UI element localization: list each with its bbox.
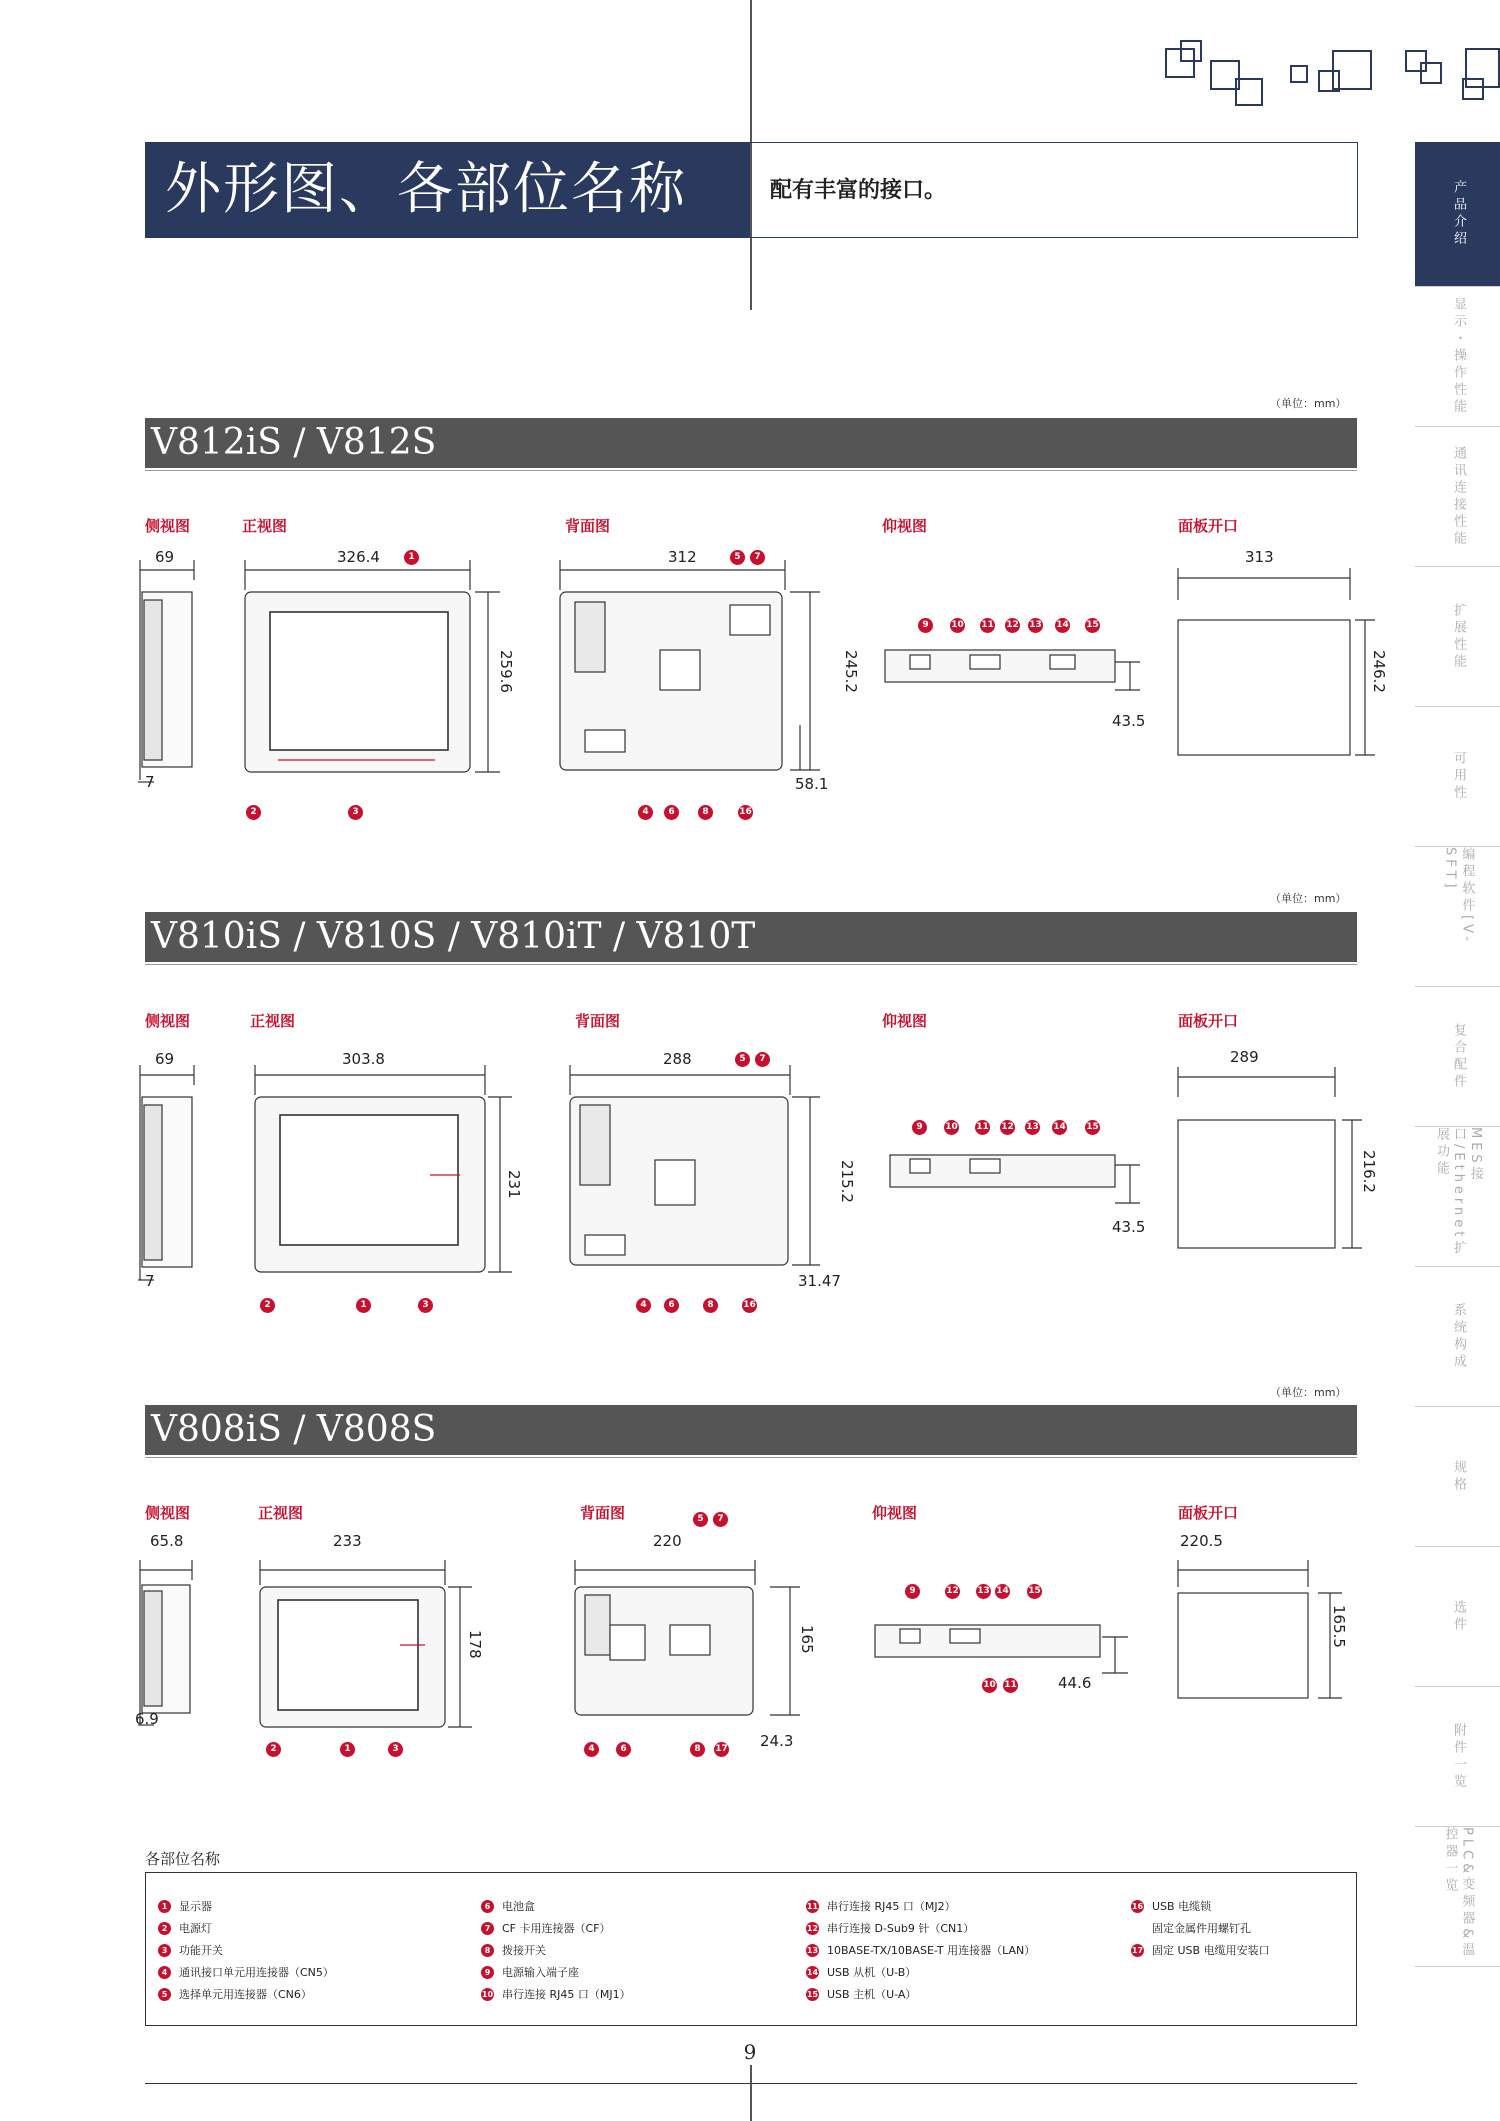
section-rule <box>145 470 1357 471</box>
part-badge: 1 <box>404 550 419 565</box>
list-item: 固定金属件用螺钉孔 <box>1152 1922 1251 1935</box>
nav-item-mes[interactable]: MES接口/Ethernet扩展功能 <box>1415 1127 1500 1267</box>
part-badge: 13 <box>976 1584 991 1599</box>
dim-side-bezel: 7 <box>145 773 155 791</box>
list-item: 11 串行连接 RJ45 口（MJ2） <box>806 1900 956 1913</box>
list-item: 5 选择单元用连接器（CN6） <box>158 1983 334 2005</box>
list-item: 12 串行连接 D-Sub9 针（CN1） <box>806 1922 975 1935</box>
view-label-front: 正视图 <box>242 517 288 535</box>
part-badge: 4 <box>584 1742 599 1757</box>
dim-front-height: 231 <box>505 1170 523 1199</box>
dim-back-width: 288 <box>663 1050 692 1068</box>
part-badge: 13 <box>1028 618 1043 633</box>
part-badge: 8 <box>703 1298 718 1313</box>
part-badge: 14 <box>1055 618 1070 633</box>
part-badge: 9 <box>912 1120 927 1135</box>
view-label-bottom: 仰视图 <box>882 517 928 535</box>
view-label-cutout: 面板开口 <box>1178 1504 1239 1522</box>
part-badge: 13 <box>1025 1120 1040 1135</box>
parts-column <box>806 1895 1035 2005</box>
part-badge: 14 <box>995 1584 1010 1599</box>
dim-cutout-height: 165.5 <box>1330 1605 1348 1648</box>
view-label-bottom: 仰视图 <box>872 1504 918 1522</box>
dim-back-width: 312 <box>668 548 697 566</box>
dim-cutout-height: 216.2 <box>1360 1150 1378 1193</box>
footer-divider-line <box>750 2065 752 2121</box>
nav-item-availability[interactable]: 可用性 <box>1415 707 1500 847</box>
parts-column <box>481 1895 631 2005</box>
part-badge: 16 <box>742 1298 757 1313</box>
nav-item-product-intro[interactable]: 产品介绍 <box>1415 142 1500 287</box>
list-item: 15 USB 主机（U-A） <box>806 1988 917 2001</box>
part-badge: 6 <box>664 805 679 820</box>
nav-item-expansion[interactable]: 扩展性能 <box>1415 567 1500 707</box>
parts-list-title: 各部位名称 <box>145 1850 221 1868</box>
part-badge: 9 <box>905 1584 920 1599</box>
part-badge: 9 <box>918 618 933 633</box>
dim-side-bezel: 6.9 <box>135 1710 159 1728</box>
part-badge: 11 <box>980 618 995 633</box>
dim-cutout-width: 289 <box>1230 1048 1259 1066</box>
section-rule <box>145 964 1357 965</box>
list-item: 6 电池盒 <box>481 1895 631 1917</box>
part-badge: 8 <box>690 1742 705 1757</box>
model-heading: V810iS / V810S / V810iT / V810T <box>145 912 1357 962</box>
page-subtitle: 配有丰富的接口。 <box>750 142 1358 238</box>
view-label-front: 正视图 <box>258 1504 304 1522</box>
part-badge: 7 <box>713 1512 728 1527</box>
page-title: 外形图、各部位名称 <box>145 142 750 238</box>
part-badge: 2 <box>266 1742 281 1757</box>
part-badge: 3 <box>348 805 363 820</box>
part-badge: 10 <box>950 618 965 633</box>
dimension-drawing <box>130 540 1380 830</box>
dim-cutout-height: 246.2 <box>1370 650 1388 693</box>
part-badge: 8 <box>698 805 713 820</box>
part-badge: 3 <box>418 1298 433 1313</box>
dim-side-depth: 69 <box>155 548 175 566</box>
part-badge: 15 <box>1027 1584 1042 1599</box>
part-badge: 4 <box>638 805 653 820</box>
nav-item-system[interactable]: 系统构成 <box>1415 1267 1500 1407</box>
list-item: 9 电源输入端子座 <box>481 1961 631 1983</box>
list-item: 10 串行连接 RJ45 口（MJ1） <box>481 1988 631 2001</box>
part-badge: 15 <box>1085 618 1100 633</box>
dim-front-width: 326.4 <box>337 548 380 566</box>
part-badge: 4 <box>636 1298 651 1313</box>
view-label-cutout: 面板开口 <box>1178 517 1239 535</box>
part-badge: 15 <box>1085 1120 1100 1135</box>
view-label-back: 背面图 <box>580 1504 626 1522</box>
nav-item-options[interactable]: 选件 <box>1415 1547 1500 1687</box>
list-item: 3 功能开关 <box>158 1939 334 1961</box>
part-badge: 11 <box>975 1120 990 1135</box>
dim-front-height: 259.6 <box>497 650 515 693</box>
view-label-bottom: 仰视图 <box>882 1012 928 1030</box>
dim-front-height: 178 <box>466 1630 484 1659</box>
dim-side-bezel: 7 <box>145 1272 155 1290</box>
view-label-back: 背面图 <box>565 517 611 535</box>
dim-cutout-width: 220.5 <box>1180 1532 1223 1550</box>
list-item: 1 显示器 <box>158 1895 334 1917</box>
dim-bottom-depth: 43.5 <box>1112 1218 1146 1236</box>
part-badge: 1 <box>356 1298 371 1313</box>
list-item: 13 10BASE-TX/10BASE-T 用连接器（LAN） <box>806 1944 1036 1957</box>
part-badge: 10 <box>944 1120 959 1135</box>
nav-item-display[interactable]: 显示・操作性能 <box>1415 287 1500 427</box>
view-label-cutout: 面板开口 <box>1178 1012 1239 1030</box>
list-item: 8 拨接开关 <box>481 1939 631 1961</box>
nav-item-communication[interactable]: 通讯连接性能 <box>1415 427 1500 567</box>
part-badge: 5 <box>693 1512 708 1527</box>
dim-bottom-depth: 43.5 <box>1112 712 1146 730</box>
view-label-side: 侧视图 <box>145 1504 191 1522</box>
part-badge: 12 <box>1000 1120 1015 1135</box>
nav-item-spec[interactable]: 规格 <box>1415 1407 1500 1547</box>
part-badge: 3 <box>388 1742 403 1757</box>
nav-item-plc-list[interactable]: PLC&变频器&温控器一览 <box>1415 1827 1500 1967</box>
part-badge: 1 <box>340 1742 355 1757</box>
view-label-front: 正视图 <box>250 1012 296 1030</box>
dim-back-depth: 58.1 <box>795 775 829 793</box>
part-badge: 12 <box>1005 618 1020 633</box>
dim-front-width: 233 <box>333 1532 362 1550</box>
dim-back-height: 165 <box>798 1625 816 1654</box>
section-rule <box>145 1457 1357 1458</box>
model-heading: V812iS / V812S <box>145 418 1357 468</box>
unit-note: （单位：mm） <box>1270 892 1347 905</box>
parts-column <box>1131 1895 1270 1961</box>
nav-item-accessories[interactable]: 附件一览 <box>1415 1687 1500 1827</box>
part-badge: 2 <box>260 1298 275 1313</box>
dim-back-depth: 31.47 <box>798 1272 841 1290</box>
dimension-drawing <box>130 1035 1380 1325</box>
dim-cutout-width: 313 <box>1245 548 1274 566</box>
list-item: 14 USB 从机（U-B） <box>806 1966 917 1979</box>
part-badge: 7 <box>755 1052 770 1067</box>
list-item: 16 USB 电缆锁 <box>1131 1900 1212 1913</box>
dim-back-height: 245.2 <box>842 650 860 693</box>
list-item: 17 固定 USB 电缆用安装口 <box>1131 1944 1270 1957</box>
part-badge: 11 <box>1003 1678 1018 1693</box>
nav-item-software[interactable]: 编程软件[V-SFT] <box>1415 847 1500 987</box>
parts-list <box>145 1872 1357 2026</box>
part-badge: 2 <box>246 805 261 820</box>
part-badge: 6 <box>664 1298 679 1313</box>
part-badge: 12 <box>945 1584 960 1599</box>
dim-side-depth: 69 <box>155 1050 175 1068</box>
view-label-back: 背面图 <box>575 1012 621 1030</box>
part-badge: 5 <box>735 1052 750 1067</box>
dim-bottom-depth: 44.6 <box>1058 1674 1092 1692</box>
page-number: 9 <box>743 2040 757 2064</box>
part-badge: 14 <box>1052 1120 1067 1135</box>
parts-column <box>158 1895 334 2005</box>
part-badge: 6 <box>616 1742 631 1757</box>
part-badge: 16 <box>738 805 753 820</box>
part-badge: 17 <box>714 1742 729 1757</box>
dim-front-width: 303.8 <box>342 1050 385 1068</box>
dim-back-width: 220 <box>653 1532 682 1550</box>
list-item: 4 通讯接口单元用连接器（CN5） <box>158 1961 334 1983</box>
nav-item-composite[interactable]: 复合配件 <box>1415 987 1500 1127</box>
part-badge: 5 <box>730 550 745 565</box>
model-heading: V808iS / V808S <box>145 1405 1357 1455</box>
part-badge: 10 <box>982 1678 997 1693</box>
part-badge: 7 <box>750 550 765 565</box>
dimension-drawing <box>130 1525 1380 1815</box>
dim-back-depth: 24.3 <box>760 1732 794 1750</box>
unit-note: （单位：mm） <box>1270 1386 1347 1399</box>
unit-note: （单位：mm） <box>1270 397 1347 410</box>
dim-side-depth: 65.8 <box>150 1532 184 1550</box>
side-nav <box>1415 142 1500 1967</box>
view-label-side: 侧视图 <box>145 1012 191 1030</box>
list-item: 7 CF 卡用连接器（CF） <box>481 1917 631 1939</box>
view-label-side: 侧视图 <box>145 517 191 535</box>
dim-back-height: 215.2 <box>838 1160 856 1203</box>
list-item: 2 电源灯 <box>158 1917 334 1939</box>
